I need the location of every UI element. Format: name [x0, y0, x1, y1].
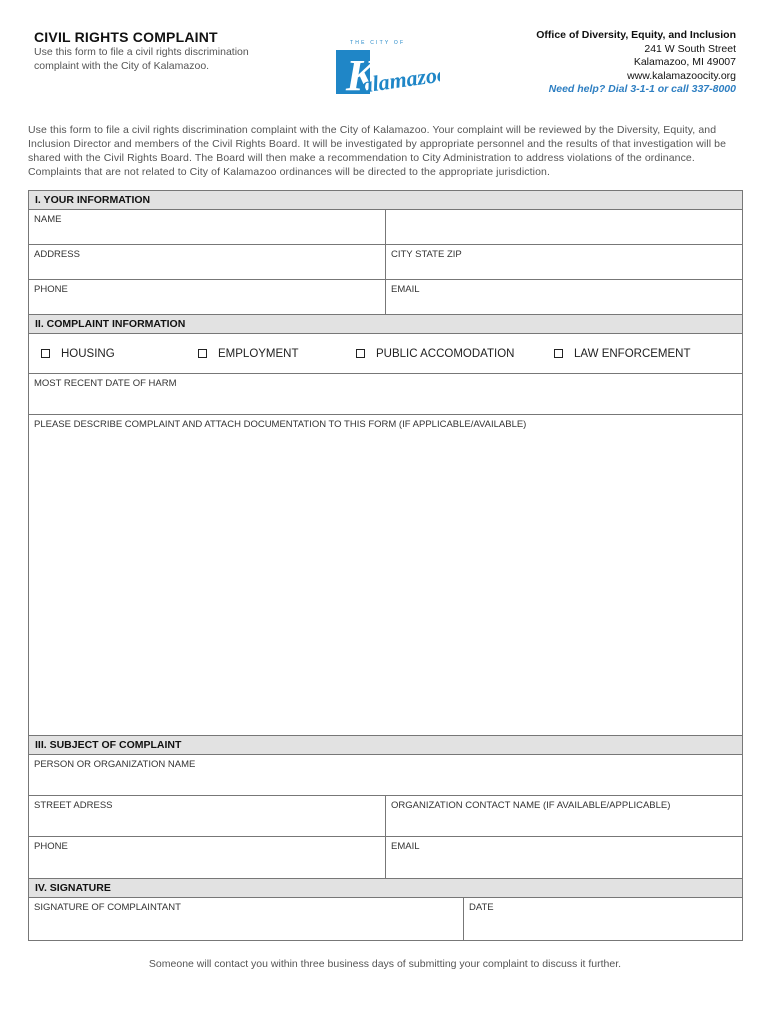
checkbox-box[interactable] [554, 349, 563, 358]
help-line: Need help? Dial 3-1-1 or call 337-8000 [548, 83, 736, 96]
office-city: Kalamazoo, MI 49007 [633, 56, 736, 69]
housing-checkbox[interactable] [41, 348, 115, 360]
checkbox-label: LAW ENFORCEMENT [574, 347, 691, 360]
signature-field[interactable]: SIGNATURE OF COMPLAINTANT [34, 902, 181, 913]
email-field[interactable]: EMAIL [385, 280, 742, 315]
checkbox-box[interactable] [356, 349, 365, 358]
complaint-type-options [29, 334, 742, 374]
law-enforcement-checkbox[interactable] [554, 348, 691, 360]
date-of-harm-field[interactable]: MOST RECENT DATE OF HARM [34, 378, 177, 389]
section-your-information [28, 190, 743, 316]
logo-top-text: THE CITY OF [350, 40, 406, 46]
street-address-field[interactable]: STREET ADRESS [34, 800, 113, 811]
section-heading: I. YOUR INFORMATION [29, 191, 742, 210]
form-subtitle: Use this form to file a civil rights discrimination complaint with the City of Kalamazoo. [34, 46, 249, 72]
person-organization-field[interactable]: PERSON OR ORGANIZATION NAME [34, 759, 196, 770]
office-name: Office of Diversity, Equity, and Inclusion [536, 29, 736, 41]
checkbox-label: EMPLOYMENT [218, 347, 299, 360]
checkbox-box[interactable] [198, 349, 207, 358]
section-heading: III. SUBJECT OF COMPLAINT [29, 736, 742, 755]
footer-note: Someone will contact you within three business days of submitting your complaint to discuss it further. [148, 958, 622, 970]
subject-email-field[interactable]: EMAIL [385, 837, 742, 878]
employment-checkbox[interactable] [198, 348, 299, 360]
section-heading: IV. SIGNATURE [29, 879, 742, 898]
name-field-extra[interactable] [385, 210, 742, 244]
checkbox-box[interactable] [41, 349, 50, 358]
checkbox-label: HOUSING [61, 347, 115, 360]
section-signature [28, 878, 743, 941]
section-heading: II. COMPLAINT INFORMATION [29, 315, 742, 334]
section-subject-of-complaint [28, 735, 743, 879]
address-field[interactable]: ADDRESS [34, 249, 80, 260]
office-website[interactable]: www.kalamazoocity.org [627, 69, 736, 82]
svg-text:alamazoo: alamazoo [359, 60, 440, 98]
intro-paragraph: Use this form to file a civil rights discrimination complaint with the City of Kalamazoo. Your complaint will be reviewed by the Diversity, Equity, and Inclusion Director and members of the Civil Rights Board. It will be investigated by appropriate personnel and the results of that investigation will be shared with the Civil Rights Board. The Board will then make a recommendation to City Administration to address violations of the ordinance. Complaints that are not related to City of Kalamazoo ordinances will be directed to the appropriate jurisdiction. [28, 124, 727, 178]
section-complaint-information [28, 314, 743, 736]
org-contact-field[interactable]: ORGANIZATION CONTACT NAME (IF AVAILABLE/APPLICABLE) [385, 796, 742, 836]
city-logo [336, 38, 440, 102]
office-info [536, 29, 736, 97]
city-state-zip-field[interactable]: CITY STATE ZIP [385, 245, 742, 279]
checkbox-label: PUBLIC ACCOMODATION [376, 347, 515, 360]
name-field[interactable]: NAME [34, 214, 62, 225]
subject-phone-field[interactable]: PHONE [34, 841, 68, 852]
office-street: 241 W South Street [644, 42, 736, 55]
date-field[interactable]: DATE [463, 898, 742, 940]
complaint-description-field[interactable]: PLEASE DESCRIBE COMPLAINT AND ATTACH DOCUMENTATION TO THIS FORM (IF APPLICABLE/AVAILABLE) [34, 419, 527, 430]
svg-text:K: K [346, 51, 376, 100]
form-title: CIVIL RIGHTS COMPLAINT [34, 29, 218, 45]
phone-field[interactable]: PHONE [34, 284, 68, 295]
public-accommodation-checkbox[interactable] [356, 348, 514, 360]
